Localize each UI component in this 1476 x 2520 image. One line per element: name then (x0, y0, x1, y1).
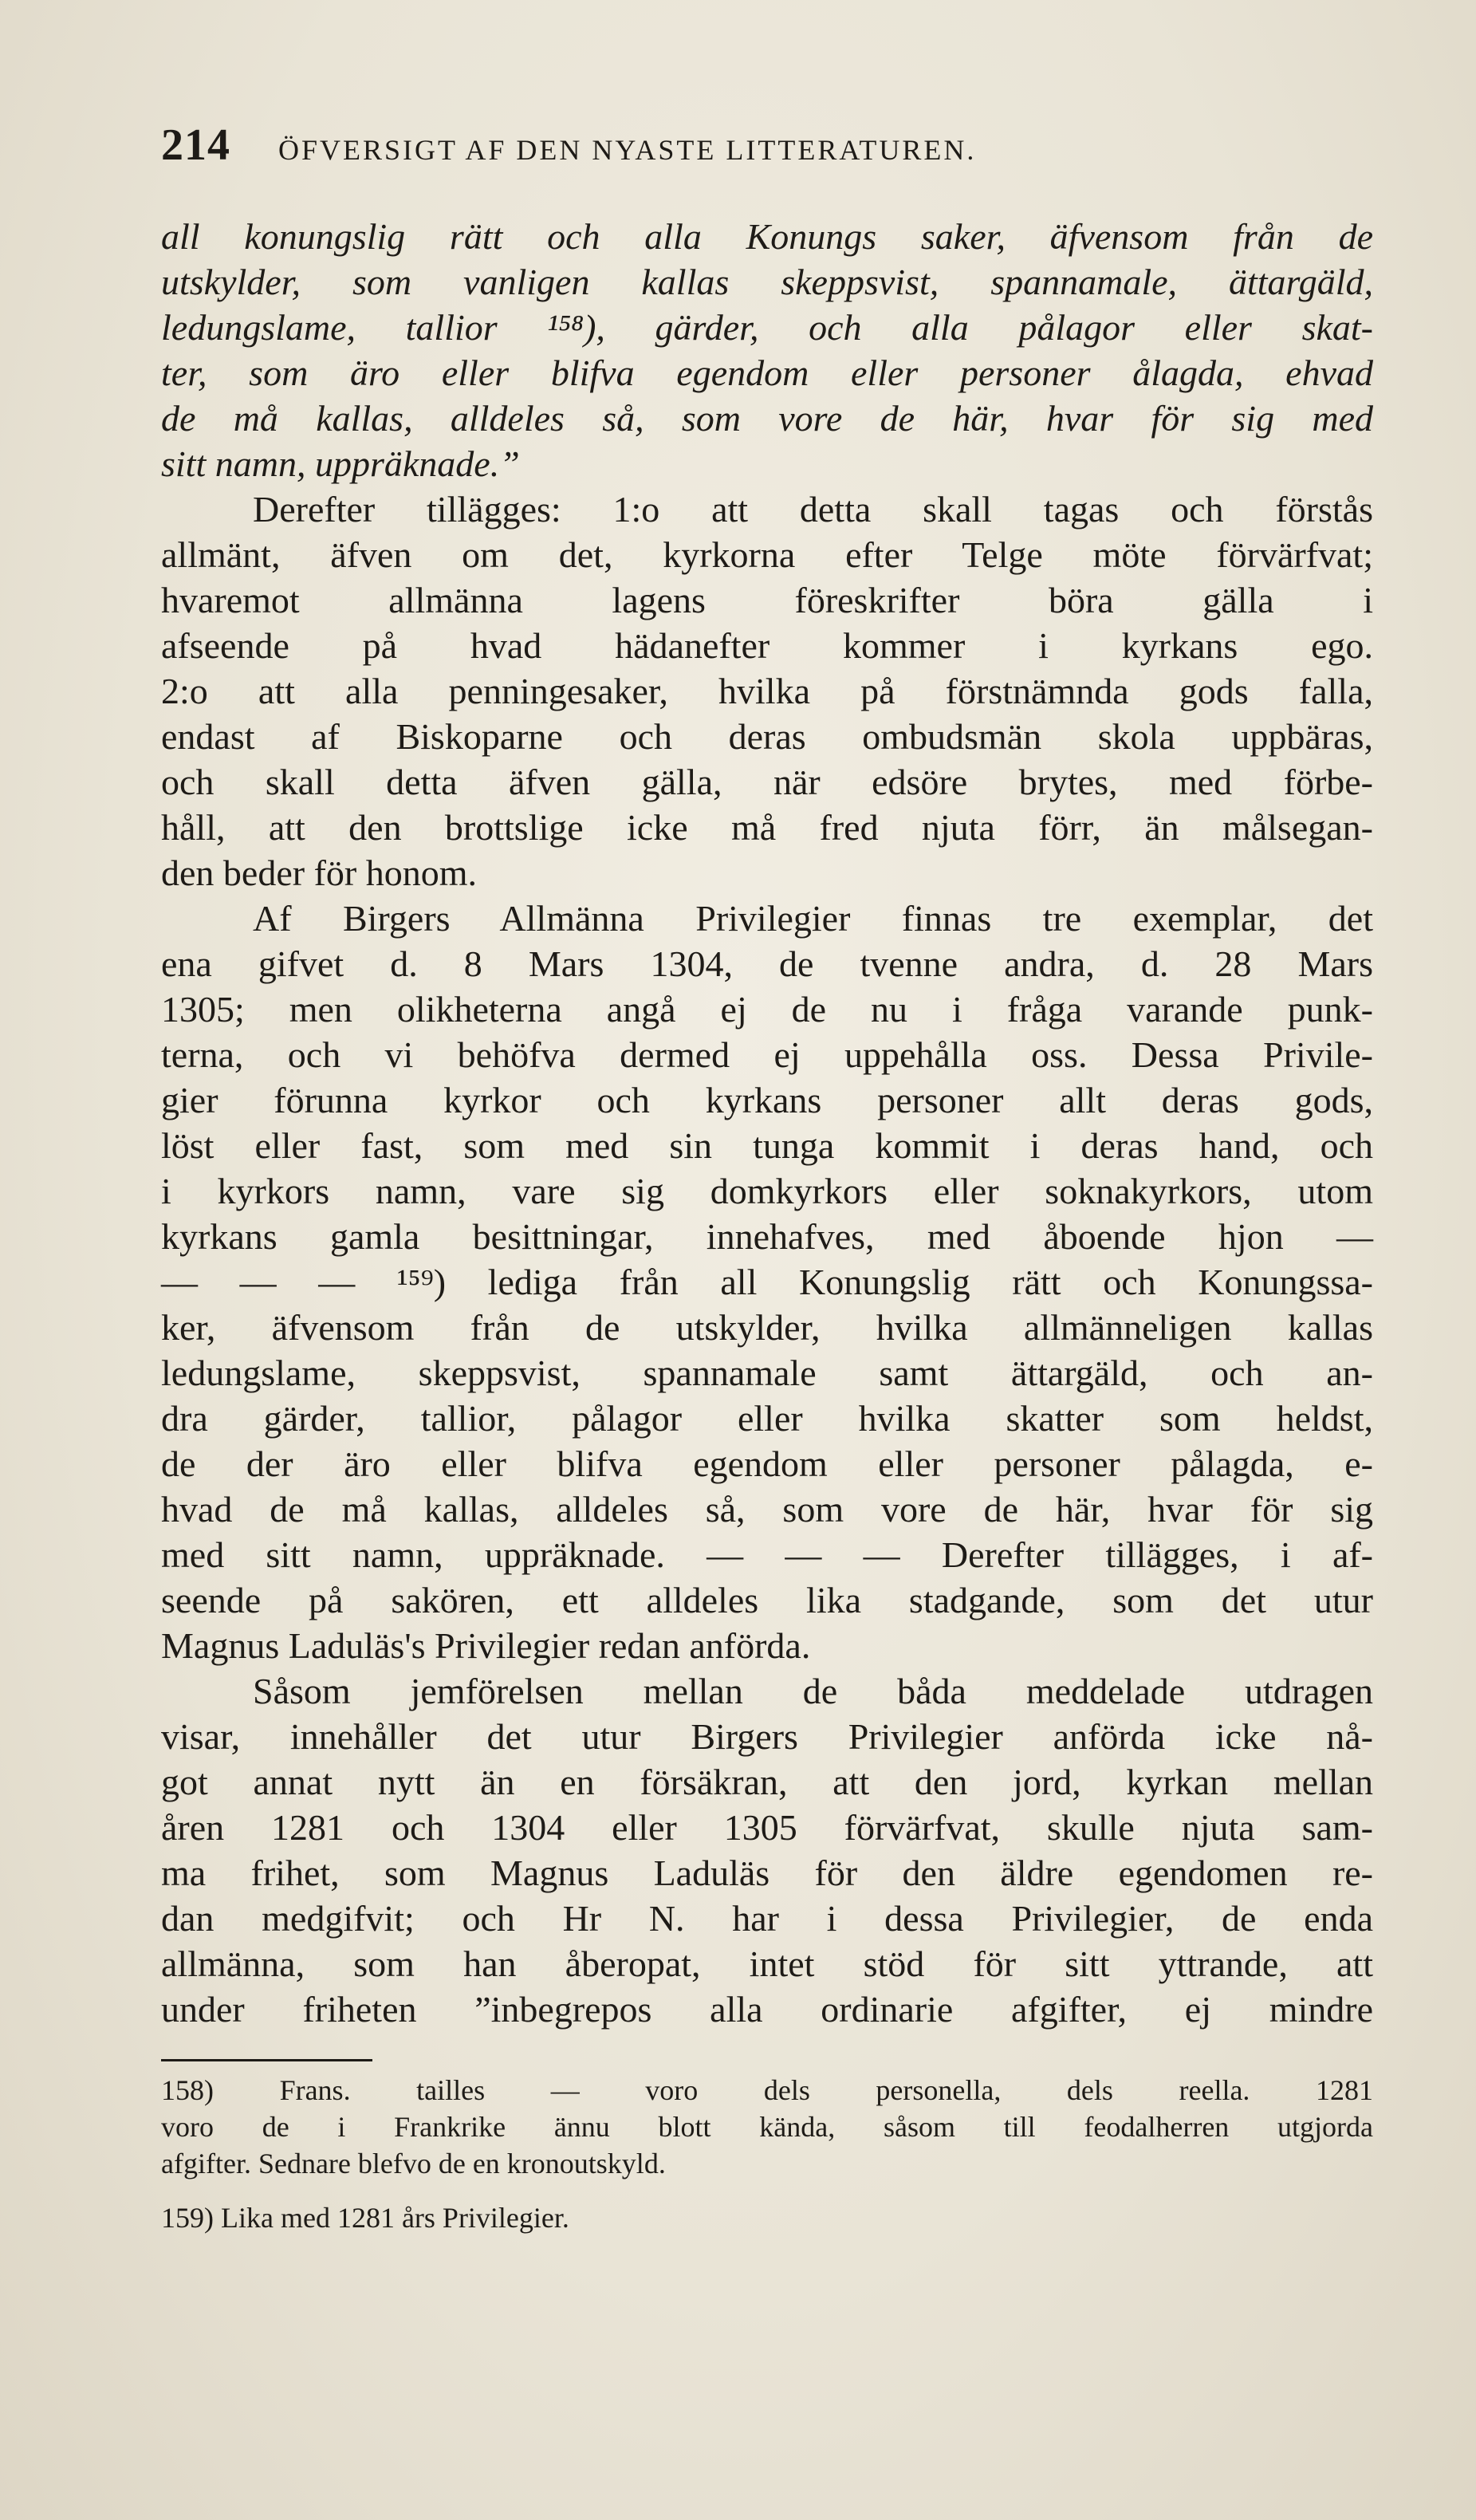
text-line: under friheten ”inbegrepos alla ordinarie afgifter, ej mindre (161, 1989, 1373, 2030)
text-line: ter, som äro eller blifva egendom eller personer ålagda, ehvad (161, 352, 1373, 393)
footnotes (161, 2072, 1373, 2236)
text-line: dan medgifvit; och Hr N. har i dessa Privilegier, de enda (161, 1898, 1373, 1939)
footnote-spacer (161, 2182, 1373, 2199)
text-line: ledungslame, tallior ¹⁵⁸), gärder, och alla pålagor eller skat- (161, 307, 1373, 348)
text-line: endast af Biskoparne och deras ombudsmän skola uppbäras, (161, 716, 1373, 757)
text-line: Såsom jemförelsen mellan de båda meddelade utdragen (253, 1671, 1373, 1711)
text-line: löst eller fast, som med sin tunga kommit i deras hand, och (161, 1125, 1373, 1166)
text-line: ledungslame, skeppsvist, spannamale samt ättargäld, och an- (161, 1353, 1373, 1393)
text-line: ma frihet, som Magnus Laduläs för den äldre egendomen re- (161, 1853, 1373, 1893)
text-line: Derefter tillägges: 1:o att detta skall tagas och förstås (253, 489, 1373, 530)
text-line: 2:o att alla penningesaker, hvilka på förstnämnda gods falla, (161, 671, 1373, 711)
text-line: Af Birgers Allmänna Privilegier finnas tre exemplar, det (253, 898, 1373, 939)
text-line: åren 1281 och 1304 eller 1305 förvärfvat, skulle njuta sam- (161, 1807, 1373, 1848)
text-line: och skall detta äfven gälla, när edsöre brytes, med förbe- (161, 762, 1373, 802)
text-line: kyrkans gamla besittningar, innehafves, med åboende hjon — (161, 1216, 1373, 1257)
footnote-line: 158) Frans. tailles — voro dels personella, dels reella. 1281 (161, 2074, 1373, 2106)
text-line: utskylder, som vanligen kallas skeppsvist, spannamale, ättargäld, (161, 262, 1373, 302)
footnote-159 (161, 2199, 1373, 2236)
text-line: i kyrkors namn, vare sig domkyrkors eller soknakyrkors, utom (161, 1171, 1373, 1211)
text-line: med sitt namn, uppräknade. — — — Derefter tillägges, i af- (161, 1534, 1373, 1575)
page-header (161, 120, 1373, 183)
text-line: got annat nytt än en försäkran, att den jord, kyrkan mellan (161, 1762, 1373, 1802)
text-line: visar, innehåller det utur Birgers Privilegier anförda icke nå- (161, 1716, 1373, 1757)
text-line: — — — ¹⁵⁹) lediga från all Konungslig rätt och Konungssa- (161, 1262, 1373, 1302)
text-line: ker, äfvensom från de utskylder, hvilka allmänneligen kallas (161, 1307, 1373, 1348)
text-line: Magnus Laduläs's Privilegier redan anförda. (161, 1625, 811, 1666)
text-line: seende på sakören, ett alldeles lika stadgande, som det utur (161, 1580, 1373, 1620)
text-line: gier förunna kyrkor och kyrkans personer allt deras gods, (161, 1080, 1373, 1120)
text-line: all konungslig rätt och alla Konungs saker, äfvensom från de (161, 216, 1373, 257)
text-line: dra gärder, tallior, pålagor eller hvilka skatter som heldst, (161, 1398, 1373, 1439)
text-line: terna, och vi behöfva dermed ej uppehålla oss. Dessa Privile- (161, 1034, 1373, 1075)
paragraph-1 (161, 486, 1373, 896)
footnote-line: 159) Lika med 1281 års Privilegier. (161, 2202, 569, 2234)
quoted-passage (161, 214, 1373, 486)
text-line: afseende på hvad hädanefter kommer i kyrkans ego. (161, 625, 1373, 666)
text-line: den beder för honom. (161, 852, 477, 893)
text-line: sitt namn, uppräknade.” (161, 443, 520, 484)
footnote-158 (161, 2072, 1373, 2182)
text-line: de der äro eller blifva egendom eller personer pålagda, e- (161, 1443, 1373, 1484)
paragraph-2 (161, 896, 1373, 1668)
text-line: ena gifvet d. 8 Mars 1304, de tvenne andra, d. 28 Mars (161, 943, 1373, 984)
footnote-line: afgifter. Sednare blefvo de en kronoutskyld. (161, 2148, 666, 2179)
body-text (161, 214, 1373, 2032)
text-line: hvad de må kallas, alldeles så, som vore de här, hvar för sig (161, 1489, 1373, 1530)
text-line: de må kallas, alldeles så, som vore de här, hvar för sig med (161, 398, 1373, 439)
text-line: allmänna, som han åberopat, intet stöd för sitt yttrande, att (161, 1943, 1373, 1984)
footnote-divider (161, 2059, 372, 2061)
text-line: allmänt, äfven om det, kyrkorna efter Telge möte förvärfvat; (161, 534, 1373, 575)
paragraph-3 (161, 1668, 1373, 2032)
text-line: håll, att den brottslige icke må fred njuta förr, än målsegan- (161, 807, 1373, 848)
text-line: hvaremot allmänna lagens föreskrifter böra gälla i (161, 580, 1373, 620)
text-line: 1305; men olikheterna angå ej de nu i fråga varande punk- (161, 989, 1373, 1030)
footnote-line: voro de i Frankrike ännu blott kända, såsom till feodalherren utgjorda (161, 2111, 1373, 2143)
running-head: ÖFVERSIGT AF DEN NYASTE LITTERATUREN. (278, 134, 977, 166)
page-number: 214 (161, 120, 230, 170)
